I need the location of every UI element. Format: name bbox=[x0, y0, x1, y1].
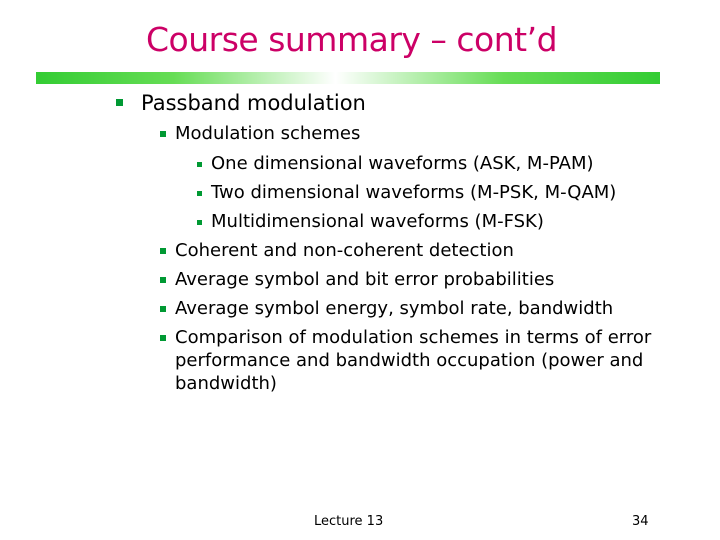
bullet-modulation-schemes: Modulation schemes bbox=[175, 123, 361, 144]
bullet-symbol-energy: Average symbol energy, symbol rate, bandwidth bbox=[175, 298, 614, 319]
slide-title: Course summary – cont’d bbox=[146, 20, 558, 59]
bullet-one-dimensional: One dimensional waveforms (ASK, M-PAM) bbox=[211, 153, 594, 174]
bullet-square-icon bbox=[197, 162, 202, 167]
bullet-error-probabilities: Average symbol and bit error probabilities bbox=[175, 269, 555, 290]
bullet-comparison-line-3: bandwidth) bbox=[175, 373, 277, 394]
bullet-square-icon bbox=[160, 248, 166, 254]
bullet-square-icon bbox=[197, 191, 202, 196]
title-divider-bar bbox=[36, 72, 660, 84]
bullet-square-icon bbox=[116, 99, 123, 106]
bullet-square-icon bbox=[160, 277, 166, 283]
footer-lecture-label: Lecture 13 bbox=[314, 514, 384, 529]
bullet-passband-modulation: Passband modulation bbox=[141, 91, 366, 115]
bullet-coherent-detection: Coherent and non-coherent detection bbox=[175, 240, 514, 261]
bullet-square-icon bbox=[160, 131, 166, 137]
bullet-two-dimensional: Two dimensional waveforms (M-PSK, M-QAM) bbox=[211, 182, 617, 203]
footer-page-number: 34 bbox=[632, 514, 649, 529]
bullet-multidimensional: Multidimensional waveforms (M-FSK) bbox=[211, 211, 544, 232]
bullet-square-icon bbox=[160, 306, 166, 312]
bullet-square-icon bbox=[197, 220, 202, 225]
bullet-square-icon bbox=[160, 335, 166, 341]
bullet-comparison-line-1: Comparison of modulation schemes in terms of error bbox=[175, 327, 652, 348]
bullet-comparison-line-2: performance and bandwidth occupation (power and bbox=[175, 350, 644, 371]
